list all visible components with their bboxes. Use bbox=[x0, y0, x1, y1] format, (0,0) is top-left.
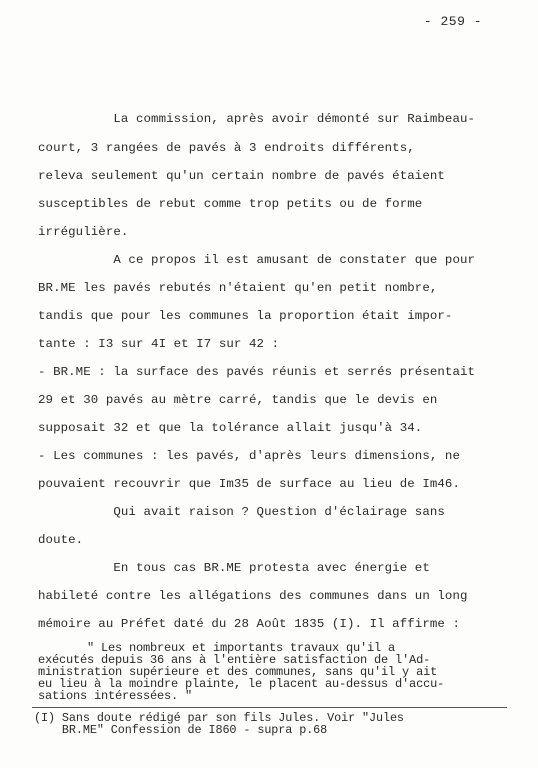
page-number: - 259 - bbox=[423, 14, 482, 29]
body-line: - Les communes : les pavés, d'après leurs dimensions, ne bbox=[38, 449, 460, 463]
body-line: habileté contre les allégations des communes dans un long bbox=[38, 589, 468, 603]
body-line: tante : I3 sur 4I et I7 sur 42 : bbox=[38, 337, 280, 351]
body-line: BR.ME les pavés rebutés n'étaient qu'en petit nombre, bbox=[38, 281, 438, 295]
body-line: susceptibles de rebut comme trop petits ou de forme bbox=[38, 197, 423, 211]
body-line: Qui avait raison ? Question d'éclairage sans bbox=[38, 505, 445, 519]
body-line: - BR.ME : la surface des pavés réunis et serrés présentait bbox=[38, 365, 476, 379]
quote-line: ministration supérieure et des communes, sans qu'il y ait bbox=[38, 665, 438, 679]
body-line: supposait 32 et que la tolérance allait jusqu'à 34. bbox=[38, 421, 423, 435]
quote-line: sations intéressées. " bbox=[38, 689, 193, 703]
quote-line: eu lieu à la moindre plainte, le placent au-dessus d'accu- bbox=[38, 677, 445, 691]
body-line: La commission, après avoir démonté sur Raimbeau- bbox=[38, 112, 476, 126]
body-line: tandis que pour les communes la proportion était impor- bbox=[38, 309, 453, 323]
body-line: pouvaient recouvrir que Im35 de surface au lieu de Im46. bbox=[38, 477, 460, 491]
body-line: releva seulement qu'un certain nombre de pavés étaient bbox=[38, 169, 445, 183]
body-line: doute. bbox=[38, 533, 84, 547]
quote-line: " Les nombreux et importants travaux qu'il a bbox=[38, 641, 396, 655]
footnote-line: (I) Sans doute rédigé par son fils Jules. Voir "Jules bbox=[34, 711, 404, 725]
footnote-line: BR.ME" Confession de I860 - supra p.68 bbox=[34, 723, 328, 737]
body-line: En tous cas BR.ME protesta avec énergie et bbox=[38, 561, 430, 575]
body-line: court, 3 rangées de pavés à 3 endroits différents, bbox=[38, 141, 415, 155]
body-line: 29 et 30 pavés au mètre carré, tandis que le devis en bbox=[38, 393, 438, 407]
quote-line: exécutés depuis 36 ans à l'entière satisfaction de l'Ad- bbox=[38, 653, 431, 667]
body-line: A ce propos il est amusant de constater que pour bbox=[38, 253, 476, 267]
body-line: mémoire au Préfet daté du 28 Août 1835 (I). Il affirme : bbox=[38, 617, 460, 631]
footnote-divider bbox=[32, 707, 507, 708]
body-line: irrégulière. bbox=[38, 225, 129, 239]
